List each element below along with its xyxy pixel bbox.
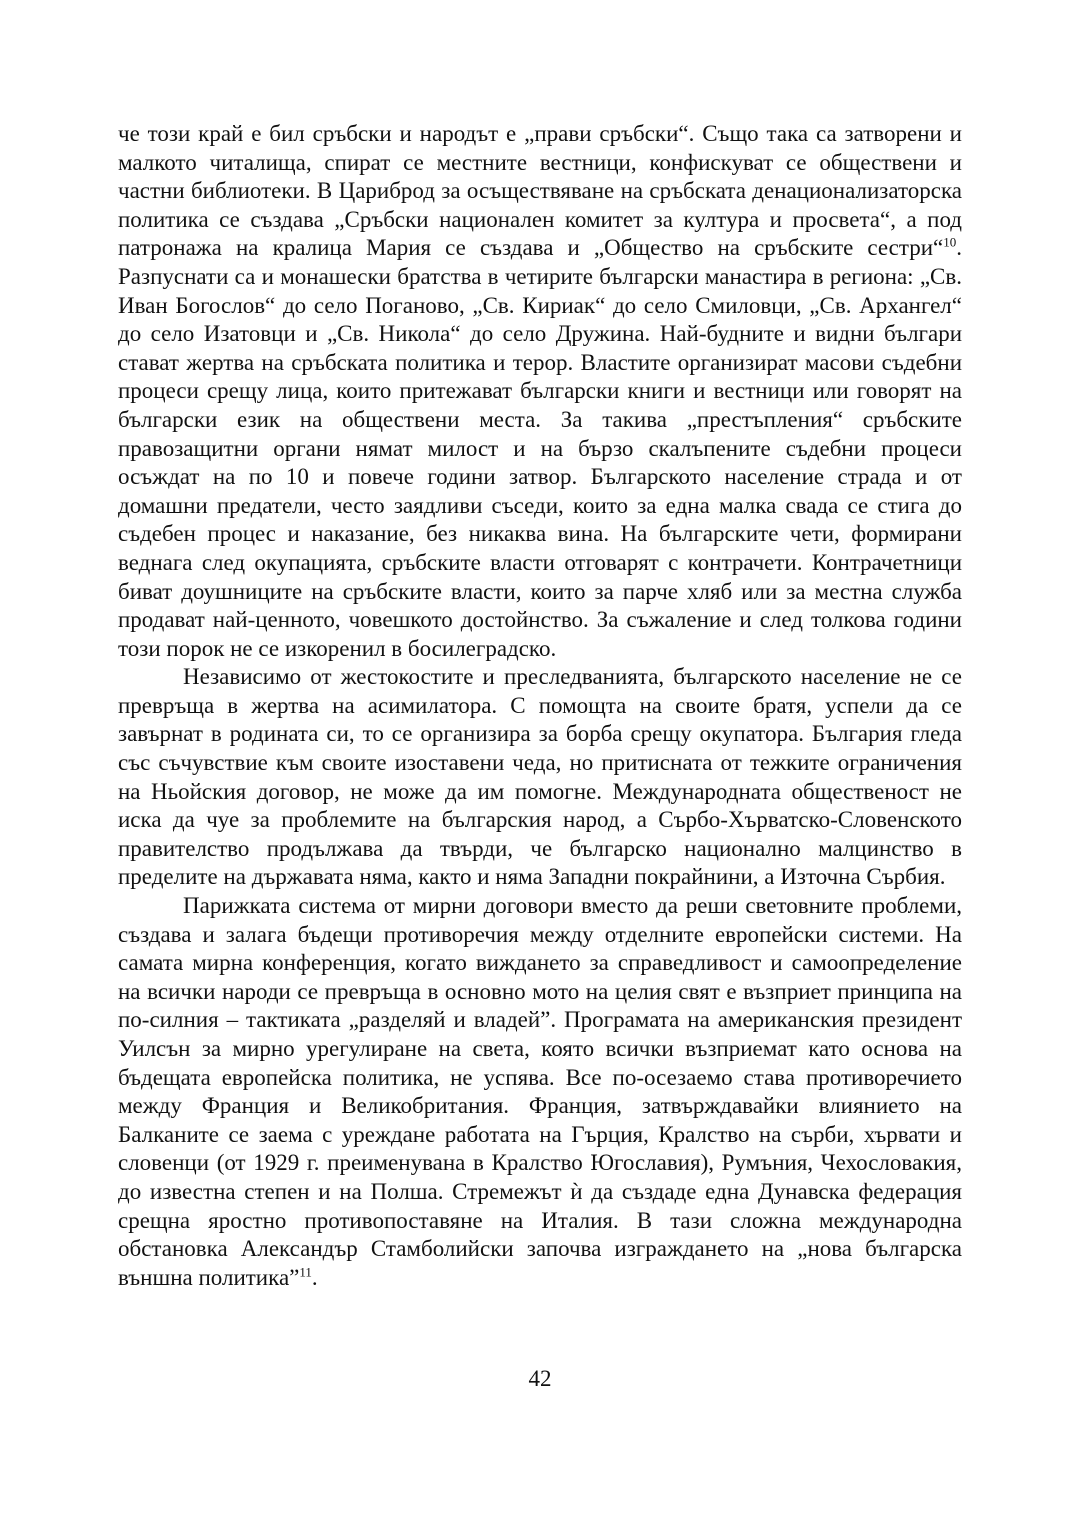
text-run: Независимо от жестокостите и преследванията, българското население не се превръща в жертва на асимилатора. С помощта на своите братя, успели да се завърнат в родината си, то се организира за борба срещу окупатора. България гледа със съчувствие към своите изоставени чеда, но притисната от тежките ограничения на Ньойския договор, не може да им помогне. Международната общественост не иска да чуе за проблемите на българския народ, а Сърбо-Хърватско-Словенското правителство продължава да твърди, че българско национално малцинство в пределите на държавата няма, както и няма Западни покрайнини, а Източна Сърбия. <box>118 664 962 890</box>
paragraph-1 <box>118 120 962 663</box>
text-run: . <box>311 1264 318 1290</box>
text-run: . Разпуснати са и монашески братства в четирите български манастира в региона: „Св. Иван Богослов“ до село Поганово, „Св. Кириак“ до село Смиловци, „Св. Архангел“ до село Изатовци и „Св. Никола“ до село Дружина. Най-будните и видни българи стават жертва на сръбската политика и терор. Властите организират масови съдебни процеси срещу лица, които притежават български книги и вестници или говорят на български език на обществени места. За такива „престъпления“ сръбските правозащитни органи нямат милост и на бързо скалъпените съдебни процеси осъждат на по 10 и повече години затвор. Българското население страда и от домашни предатели, често заядливи съседи, които за една малка свада се стига до съдебен процес и наказание, без никаква вина. На българските чети, формирани веднага след окупацията, сръбските власти отговарят с контрачети. Контрачетници биват доушниците на сръбските власти, които за парче хляб или за местна служба продават най-ценното, човешкото достойнство. За съжаление и след толкова години този порок не се изкоренил в босилеградско. <box>118 235 962 661</box>
footnote-reference: 11 <box>299 1264 312 1280</box>
footnote-reference: 10 <box>943 234 957 250</box>
text-run: Парижката система от мирни договори вместо да реши световните проблеми, създава и залага бъдещи противоречия между отделните европейски системи. На самата мирна конференция, когато виждането за справедливост и самоопределение на всички народи се превръща в основно мото на целия свят е възприет принципа на по-силния – тактиката „разделяй и владей”. Програмата на американския президент Уилсън за мирно урегулиране на света, която всички възприемат като основа на бъдещата европейска политика, не успява. Все по-осезаемо става противоречието между Франция и Великобритания. Франция, затвърждавайки влиянието на Балканите се заема с уреждане работата на Гърция, Кралство на сърби, хървати и словенци (от 1929 г. преименувана в Кралство Югославия), Румъния, Чехословакия, до известна степен и на Полша. Стремежът ѝ да създаде една Дунавска федерация срещна яростно противопоставяне на Италия. В тази сложна международна обстановка Александър Стамболийски започва изграждането на „нова българска външна политика” <box>118 893 962 1290</box>
body-text <box>118 120 962 1292</box>
text-run: че този край е бил сръбски и народът е „прави сръбски“. Също така са затворени и малкото читалища, спират се местните вестници, конфискуват се обществени и частни библиотеки. В Цариброд за осъществяване на сръбската денационализаторска политика се създава „Сръбски национален комитет за култура и просвета“, а под патронажа на кралица Мария се създава и „Общество на сръбските сестри“ <box>118 121 962 261</box>
page-number: 42 <box>528 1366 552 1391</box>
paragraph-3 <box>118 892 962 1292</box>
paragraph-2 <box>118 663 962 892</box>
